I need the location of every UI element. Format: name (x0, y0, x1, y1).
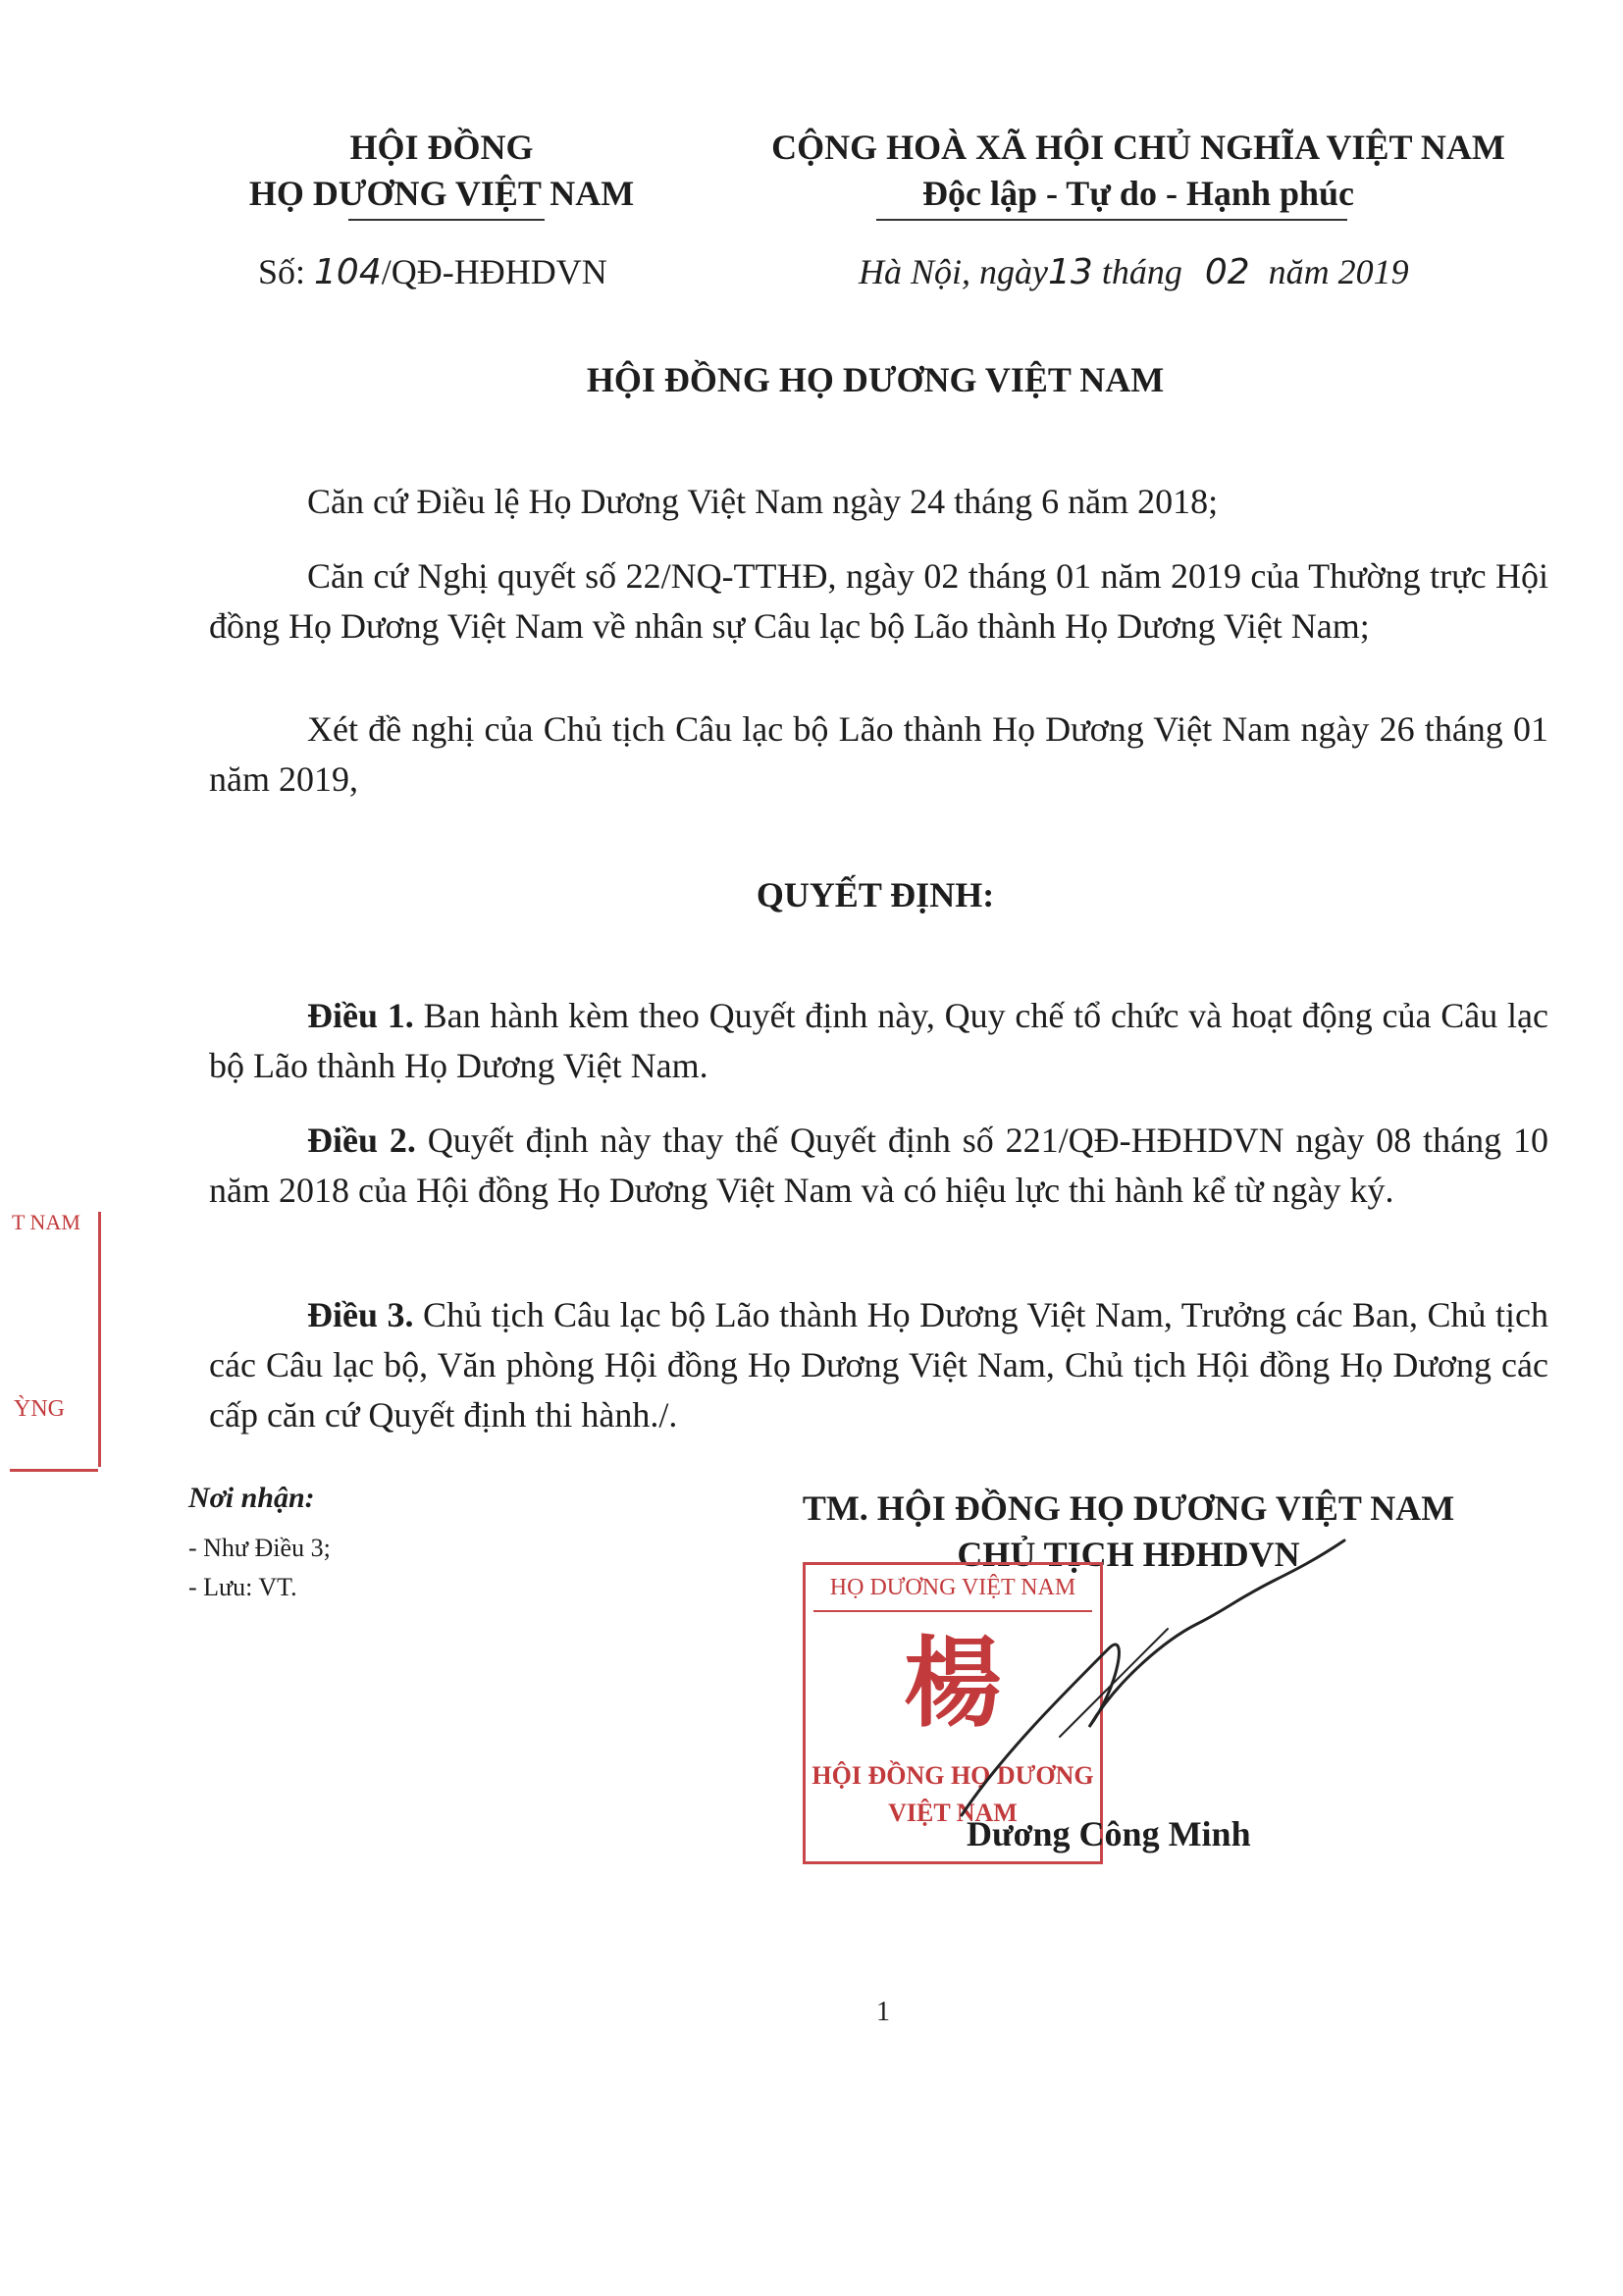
recipients-list (188, 1529, 331, 1607)
partial-stamp-bottom-edge (10, 1469, 98, 1472)
doc-number-suffix: /QĐ-HĐHDVN (381, 252, 607, 291)
signer-name: Dương Công Minh (967, 1814, 1251, 1853)
date-place: Hà Nội, ngày (859, 252, 1048, 291)
decision-title: QUYẾT ĐỊNH: (756, 875, 995, 914)
org-underline (348, 219, 545, 221)
signature-title: TM. HỘI ĐỒNG HỌ DƯƠNG VIỆT NAM (802, 1488, 1455, 1528)
handwritten-signature (942, 1531, 1364, 1825)
doc-number (258, 247, 607, 297)
org-name-line1: HỘI ĐỒNG (349, 128, 534, 167)
issue-date (859, 247, 1409, 297)
nation-title: CỘNG HOÀ XÃ HỘI CHỦ NGHĨA VIỆT NAM (771, 128, 1505, 167)
issuer-title: HỘI ĐỒNG HỌ DƯƠNG VIỆT NAM (586, 360, 1165, 399)
stamp-top-text: HỌ DƯƠNG VIỆT NAM (829, 1575, 1076, 1600)
org-name-line2: HỌ DƯƠNG VIỆT NAM (248, 174, 635, 213)
doc-number-label: Số: (258, 252, 306, 291)
preamble-1: Căn cứ Điều lệ Họ Dương Việt Nam ngày 24 tháng 6 năm 2018; (307, 482, 1219, 521)
date-year: năm 2019 (1268, 252, 1409, 291)
partial-stamp-edge (98, 1212, 101, 1467)
article-1: Điều 1. Ban hành kèm theo Quyết định này, Quy chế tổ chức và hoạt động của Câu lạc bộ Lão thành Họ Dương Việt Nam. (209, 996, 1549, 1085)
preamble-3: Xét đề nghị của Chủ tịch Câu lạc bộ Lão thành Họ Dương Việt Nam ngày 26 tháng 01 năm 2019, (209, 709, 1548, 799)
recipient-item: - Như Điều 3; (188, 1534, 331, 1562)
stamp-bottom-line2: VIỆT NAM (888, 1799, 1018, 1827)
date-month-label: tháng (1101, 252, 1182, 291)
article-2: Điều 2. Quyết định này thay thế Quyết định số 221/QĐ-HĐHDVN ngày 08 tháng 10 năm 2018 của Hội đồng Họ Dương Việt Nam và có hiệu lực thi hành kể từ ngày ký. (209, 1121, 1549, 1210)
preamble-2: Căn cứ Nghị quyết số 22/NQ-TTHĐ, ngày 02 tháng 01 năm 2019 của Thường trực Hội đồng Họ Dương Việt Nam về nhân sự Câu lạc bộ Lão thành Họ Dương Việt Nam; (209, 556, 1548, 646)
recipient-item: - Lưu: VT. (188, 1573, 297, 1601)
stamp-character: 楊 (904, 1626, 1002, 1741)
date-day: 13 (1048, 252, 1093, 292)
stamp-bottom-line1: HỘI ĐỒNG HỌ DƯƠNG (812, 1761, 1094, 1790)
partial-stamp-bottom-text: ỲNG (14, 1396, 65, 1422)
doc-number-handwritten: 104 (314, 252, 382, 292)
signature-position: CHỦ TỊCH HĐHDVN (957, 1535, 1300, 1574)
date-month: 02 (1204, 252, 1250, 292)
article-3: Điều 3. Chủ tịch Câu lạc bộ Lão thành Họ Dương Việt Nam, Trưởng các Ban, Chủ tịch các Câu lạc bộ, Văn phòng Hội đồng Họ Dương Việt Nam, Chủ tịch Hội đồng Họ Dương các cấp căn cứ Quyết định thi hành./. (209, 1295, 1548, 1435)
partial-stamp-top-text: T NAM (12, 1210, 80, 1234)
motto-underline (876, 219, 1347, 221)
recipients-title: Nơi nhận: (188, 1482, 315, 1514)
partial-seal-stamp (0, 1182, 113, 1491)
nation-motto: Độc lập - Tự do - Hạnh phúc (921, 174, 1355, 213)
page-number: 1 (876, 1997, 890, 2027)
